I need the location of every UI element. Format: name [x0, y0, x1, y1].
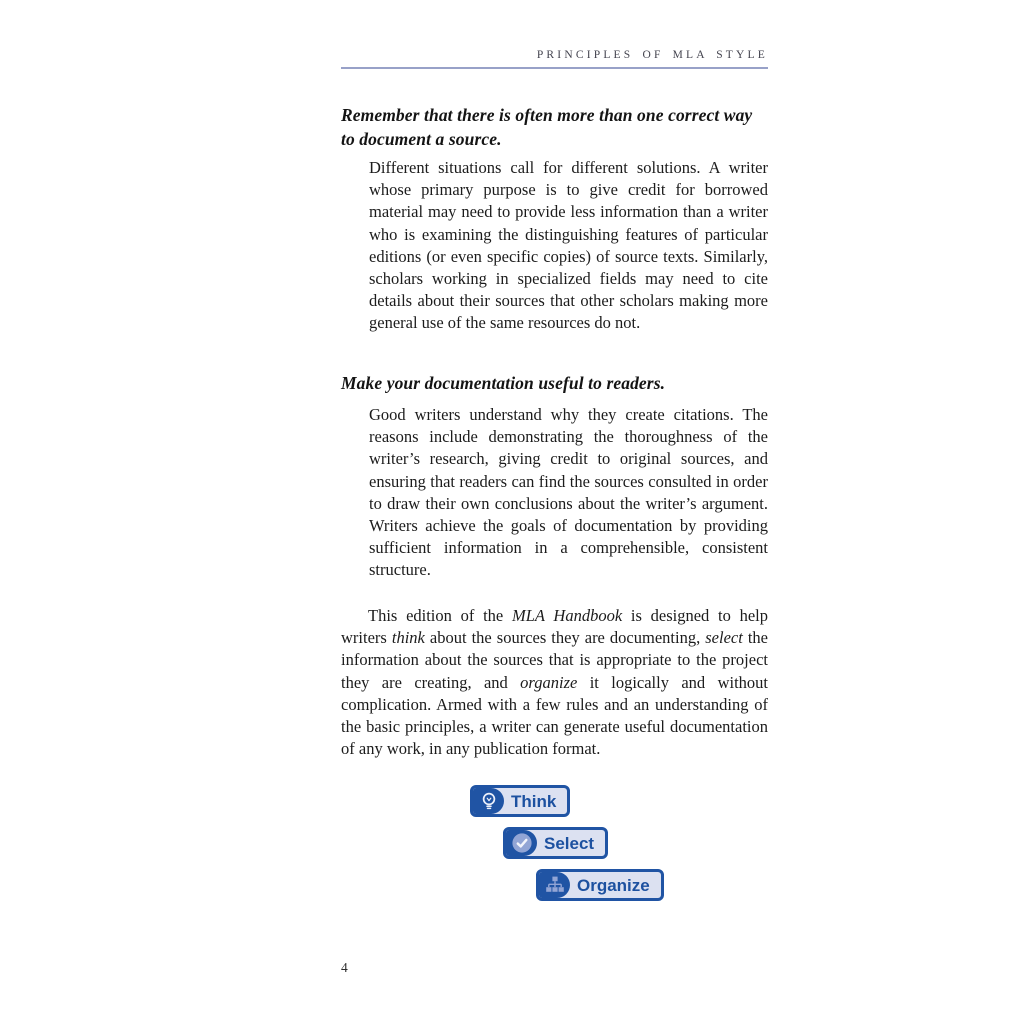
check-circle-icon: [506, 830, 537, 856]
closing-paragraph: This edition of the MLA Handbook is designed to help writers think about the sources they are documenting, select the information about the sources that is appropriate to the project they are creating, and organize it logically and without complication. Armed with a few rules and an understanding of the basic principles, a writer can generate useful documentation of any work, in any publication format.: [341, 606, 768, 759]
select-badge[interactable]: [503, 827, 608, 859]
org-chart-icon: [539, 872, 570, 898]
page-number: 4: [341, 960, 348, 975]
running-head: PRINCIPLES OF MLA STYLE: [536, 49, 768, 61]
think-badge-label: Think: [511, 791, 557, 811]
section-paragraph-different-situations: Different situations call for different solutions. A writer whose primary purpose is to give credit for borrowed material may need to provide less information than a writer who is examining the distinguishing features of particular editions (or even specific copies) of source texts. Similarly, scholars working in specialized fields may need to cite details about their sources that other scholars making more general use of the same resources do not.: [369, 158, 768, 333]
section-heading-one-correct-way: Remember that there is often more than one correct way to document a source.: [341, 105, 753, 149]
organize-badge-label: Organize: [577, 875, 650, 895]
think-badge[interactable]: [470, 785, 570, 817]
header-rule: [341, 67, 768, 69]
section-paragraph-good-writers: Good writers understand why they create citations. The reasons include demonstrating the thoroughness of the writer’s research, giving credit to original sources, and ensuring that readers can find the sources consulted in order to draw their own conclusions about the writer’s argument. Writers achieve the goals of documentation by providing sufficient information in a comprehensible, consistent structure.: [369, 405, 768, 580]
select-badge-label: Select: [544, 833, 595, 853]
organize-badge[interactable]: [536, 869, 664, 901]
section-heading-useful-documentation: Make your documentation useful to readers.: [341, 373, 666, 393]
lightbulb-icon: [473, 788, 504, 814]
